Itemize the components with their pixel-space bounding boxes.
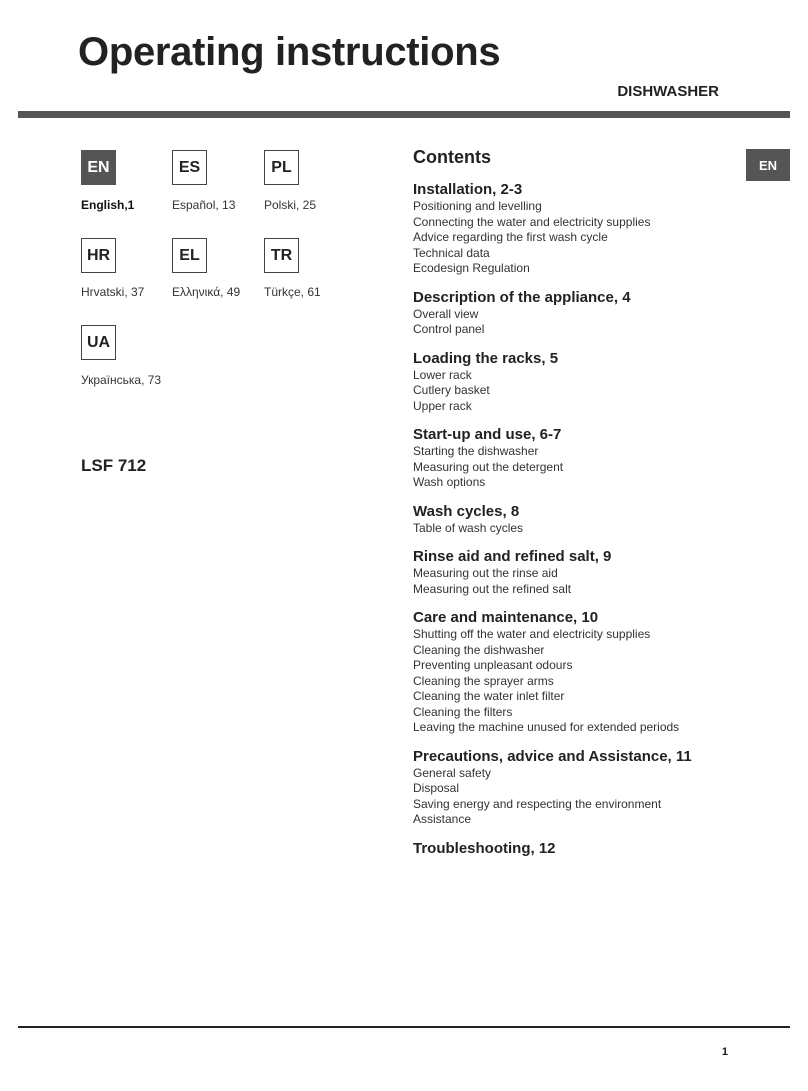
toc-item[interactable]: Lower rack [413,367,472,382]
toc-item[interactable]: Measuring out the detergent [413,459,564,474]
toc-item[interactable]: Advice regarding the first wash cycle [413,230,608,244]
lang-box-en[interactable]: EN [81,150,116,185]
toc-item[interactable]: General safety [413,765,492,780]
toc-section-title[interactable]: Rinse aid and refined salt, 9 [413,548,612,565]
lang-label-es[interactable]: Español, 13 [172,198,236,212]
toc-section-title[interactable]: Precautions, advice and Assistance, 11 [413,747,692,765]
toc-item[interactable]: Measuring out the rinse aid [413,566,558,580]
lang-box-pl[interactable]: PL [264,150,299,185]
toc-item[interactable]: Preventing unpleasant odours [413,658,573,672]
toc-section-title[interactable]: Wash cycles, 8 [413,502,520,520]
toc-item[interactable]: Positioning and levelling [413,199,542,213]
lang-label-el[interactable]: Ελληνικά, 49 [172,285,241,299]
footer-divider [18,1026,790,1028]
toc-item[interactable]: Connecting the water and electricity supplies [413,214,651,229]
lang-label-ua[interactable]: Українська, 73 [81,373,162,387]
toc-section-description [413,288,743,338]
toc-section-wash-cycles [413,502,743,537]
language-side-tab: EN [746,149,790,181]
toc-section-troubleshooting [413,839,743,858]
toc-item[interactable]: Overall view [413,306,479,321]
toc-item[interactable]: Saving energy and respecting the environment [413,796,662,811]
toc-item[interactable]: Disposal [413,781,460,795]
toc-section-title[interactable]: Description of the appliance, 4 [413,288,631,306]
toc-section-title[interactable]: Troubleshooting, 12 [413,839,556,857]
toc-item[interactable]: Ecodesign Regulation [413,261,530,275]
toc-item[interactable]: Cutlery basket [413,383,490,397]
toc-item[interactable]: Cleaning the filters [413,704,513,719]
lang-box-es[interactable]: ES [172,150,207,185]
page-number: 1 [721,1046,728,1058]
header-divider [18,111,790,118]
lang-label-hr[interactable]: Hrvatski, 37 [81,285,145,299]
toc-item[interactable]: Leaving the machine unused for extended periods [413,720,680,734]
toc-section-startup [413,425,743,491]
toc-item[interactable]: Control panel [413,322,485,336]
toc-item[interactable]: Cleaning the water inlet filter [413,689,565,703]
toc-item[interactable]: Technical data [413,245,490,260]
lang-label-tr[interactable]: Türkçe, 61 [264,285,321,299]
lang-label-en[interactable]: English,1 [81,198,135,212]
toc-section-loading [413,349,743,415]
toc-section-precautions [413,747,743,828]
toc-section-title[interactable]: Installation, 2-3 [413,181,523,198]
toc-item[interactable]: Wash options [413,475,486,489]
toc-section-title[interactable]: Start-up and use, 6-7 [413,426,562,443]
contents-heading: Contents [413,147,491,167]
lang-box-tr[interactable]: TR [264,238,299,273]
lang-box-hr[interactable]: HR [81,238,116,273]
toc-item[interactable]: Upper rack [413,398,472,413]
table-of-contents [413,147,743,869]
lang-box-el[interactable]: EL [172,238,207,273]
toc-section-installation [413,180,743,277]
toc-section-title[interactable]: Loading the racks, 5 [413,349,559,367]
toc-item[interactable]: Cleaning the dishwasher [413,642,545,657]
model-number: LSF 712 [81,456,147,475]
toc-item[interactable]: Assistance [413,812,472,826]
toc-item[interactable]: Starting the dishwasher [413,444,539,458]
toc-item[interactable]: Shutting off the water and electricity supplies [413,627,651,641]
page-title: Operating instructions [78,30,501,74]
product-type: DISHWASHER [617,83,719,100]
lang-box-ua[interactable]: UA [81,325,116,360]
toc-item[interactable]: Table of wash cycles [413,520,524,535]
toc-section-rinse-aid [413,547,743,597]
toc-section-care [413,608,743,736]
lang-label-pl[interactable]: Polski, 25 [264,198,317,212]
toc-item[interactable]: Cleaning the sprayer arms [413,673,554,688]
toc-section-title[interactable]: Care and maintenance, 10 [413,609,599,626]
toc-item[interactable]: Measuring out the refined salt [413,581,572,596]
